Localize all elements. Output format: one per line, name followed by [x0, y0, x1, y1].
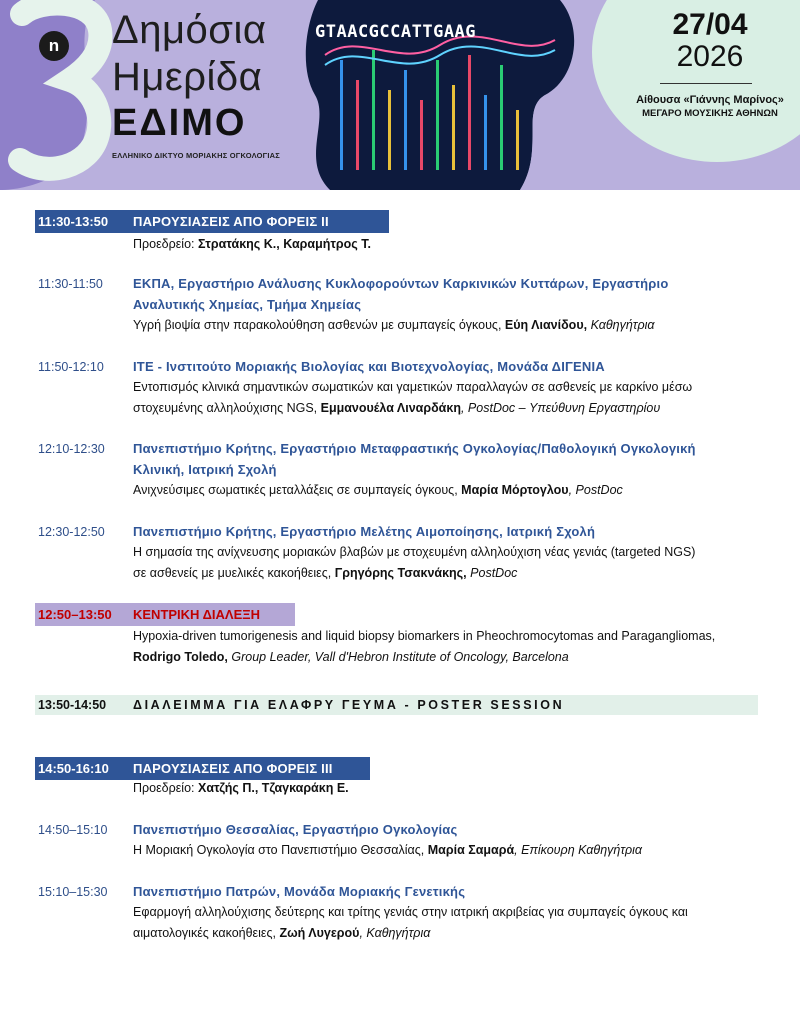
- section-time: 14:50-16:10: [38, 761, 109, 776]
- chairs-names: Χατζής Π., Τζαγκαράκη Ε.: [198, 781, 349, 795]
- talk-title: σε ασθενείς με μυελικές κακοήθειες,: [133, 566, 332, 580]
- speaker-name: Γρηγόρης Τσακνάκης,: [334, 566, 467, 580]
- org-line: Κλινική, Ιατρική Σχολή: [133, 462, 277, 477]
- talk-organization: [133, 521, 723, 542]
- speaker-role: PostDoc: [470, 566, 518, 580]
- event-date-year: 2026: [676, 40, 744, 73]
- session-chairs: [133, 237, 371, 251]
- chairs-label: Προεδρείο:: [133, 781, 195, 795]
- talk-details: [133, 377, 773, 419]
- org-line: Πανεπιστήμιο Κρήτης, Εργαστήριο Μελέτης Αιμοποίησης, Ιατρική Σχολή: [133, 524, 596, 539]
- org-line: Πανεπιστήμιο Θεσσαλίας, Εργαστήριο Ογκολογίας: [133, 822, 458, 837]
- date-divider: [660, 83, 752, 84]
- break-title: ΔΙΑΛΕΙΜΜΑ ΓΙΑ ΕΛΑΦΡΥ ΓΕΥΜΑ - POSTER SESSION: [133, 698, 565, 712]
- org-line: Αναλυτικής Χημείας, Τμήμα Χημείας: [133, 297, 362, 312]
- talk-details: [133, 480, 773, 501]
- section-header-3: [35, 757, 370, 780]
- chairs-names: Στρατάκης Κ., Καραμήτρος Τ.: [198, 237, 372, 251]
- speaker-role: , Επίκουρη Καθηγήτρια: [514, 843, 643, 857]
- event-date-day: 27/04: [672, 8, 748, 41]
- talk-title: στοχευμένης αλληλούχισης NGS,: [133, 401, 318, 415]
- speaker-name: Εύη Λιανίδου,: [504, 318, 588, 332]
- talk-title: Εφαρμογή αλληλούχισης δεύτερης και τρίτης γενιάς στην ιατρική ακριβείας για συμπαγείς όγκους και: [133, 905, 688, 919]
- talk-title: Ανιχνεύσιμες σωματικές μεταλλάξεις σε συμπαγείς όγκους,: [133, 483, 458, 497]
- break-banner: [35, 695, 758, 715]
- talk-organization: [133, 819, 723, 840]
- section-time: 11:30-13:50: [38, 214, 109, 229]
- speaker-role: Καθηγήτρια: [590, 318, 655, 332]
- speaker-name: Εμμανουέλα Λιναρδάκη: [320, 401, 461, 415]
- break-time: 13:50-14:50: [38, 698, 107, 712]
- edimo-logo: ΕΔΙΜΟ: [112, 102, 247, 144]
- keynote-details: [133, 626, 773, 668]
- event-title-line1: Δημόσια: [112, 8, 267, 52]
- n-logo-badge: n: [39, 31, 69, 61]
- event-title-line2: Ημερίδα: [112, 55, 263, 99]
- talk-title: Η Μοριακή Ογκολογία στο Πανεπιστήμιο Θεσσαλίας,: [133, 843, 425, 857]
- talk-time: 11:50-12:10: [38, 360, 104, 374]
- talk-title: Υγρή βιοψία στην παρακολούθηση ασθενών με συμπαγείς όγκους,: [133, 318, 502, 332]
- talk-details: [133, 542, 773, 584]
- chairs-label: Προεδρείο:: [133, 237, 195, 251]
- talk-time: 12:10-12:30: [38, 442, 105, 456]
- org-line: ΙΤΕ - Ινστιτούτο Μοριακής Βιολογίας και Βιοτεχνολογίας, Μονάδα ΔΙΓΕΝΙΑ: [133, 359, 605, 374]
- talk-details: [133, 840, 773, 861]
- section-header-2: [35, 210, 389, 233]
- speaker-name: Rodrigo Toledo,: [133, 650, 228, 664]
- talk-time: 14:50–15:10: [38, 823, 108, 837]
- speaker-role: , PostDoc: [568, 483, 623, 497]
- venue-building: ΜΕΓΑΡΟ ΜΟΥΣΙΚΗΣ ΑΘΗΝΩΝ: [642, 108, 778, 119]
- edimo-subtitle: ΕΛΛΗΝΙΚΟ ΔΙΚΤΥΟ ΜΟΡΙΑΚΗΣ ΟΓΚΟΛΟΓΙΑΣ: [112, 151, 280, 160]
- keynote-speaker-line: [133, 647, 773, 668]
- org-line: Πανεπιστήμιο Πατρών, Μονάδα Μοριακής Γενετικής: [133, 884, 466, 899]
- speaker-role: , Καθηγήτρια: [359, 926, 431, 940]
- talk-title-cont: [133, 563, 773, 584]
- talk-organization: [133, 273, 723, 315]
- talk-time: 12:30-12:50: [38, 525, 105, 539]
- speaker-role: , PostDoc – Υπεύθυνη Εργαστηρίου: [460, 401, 661, 415]
- section-title: ΠΑΡΟΥΣΙΑΣΕΙΣ ΑΠΟ ΦΟΡΕΙΣ ΙΙ: [133, 214, 329, 229]
- section-title: ΠΑΡΟΥΣΙΑΣΕΙΣ ΑΠΟ ΦΟΡΕΙΣ ΙΙΙ: [133, 761, 333, 776]
- talk-details: [133, 315, 773, 336]
- venue-hall: Αίθουσα «Γιάννης Μαρίνος»: [636, 94, 784, 106]
- talk-title-cont: [133, 398, 773, 419]
- talk-organization: [133, 356, 723, 377]
- talk-title: αιματολογικές κακοήθειες,: [133, 926, 276, 940]
- speaker-name: Μαρία Σαμαρά: [427, 843, 515, 857]
- talk-time: 11:30-11:50: [38, 277, 103, 291]
- talk-organization: [133, 881, 723, 902]
- talk-title-cont: [133, 923, 773, 944]
- speaker-name: Ζωή Λυγερού: [279, 926, 360, 940]
- org-line: Πανεπιστήμιο Κρήτης, Εργαστήριο Μεταφραστικής Ογκολογίας/Παθολογική Ογκολογική: [133, 441, 696, 456]
- talk-details: [133, 902, 773, 944]
- talk-title: Hypoxia-driven tumorigenesis and liquid biopsy biomarkers in Pheochromocytomas and Paragangliomas,: [133, 629, 716, 643]
- keynote-time: 12:50–13:50: [38, 607, 112, 622]
- session-chairs: [133, 781, 349, 795]
- dna-sequence-text: GTAACGCCATTGAAG: [315, 22, 477, 42]
- speaker-role: Group Leader, Vall d'Hebron Institute of Oncology, Barcelona: [231, 650, 569, 664]
- header-banner: [0, 0, 800, 190]
- talk-time: 15:10–15:30: [38, 885, 108, 899]
- org-line: ΕΚΠΑ, Εργαστήριο Ανάλυσης Κυκλοφορούντων Καρκινικών Κυττάρων, Εργαστήριο: [133, 276, 669, 291]
- talk-title: Η σημασία της ανίχνευσης μοριακών βλαβών με στοχευμένη αλληλούχιση νέας γενιάς (targeted NGS): [133, 545, 696, 559]
- keynote-header: [35, 603, 295, 626]
- talk-organization: [133, 438, 723, 480]
- speaker-name: Μαρία Μόρτογλου: [461, 483, 569, 497]
- keynote-title: ΚΕΝΤΡΙΚΗ ΔΙΑΛΕΞΗ: [133, 607, 261, 622]
- talk-title: Εντοπισμός κλινικά σημαντικών σωματικών και γαμετικών παραλλαγών σε ασθενείς με καρκίνο μέσω: [133, 380, 693, 394]
